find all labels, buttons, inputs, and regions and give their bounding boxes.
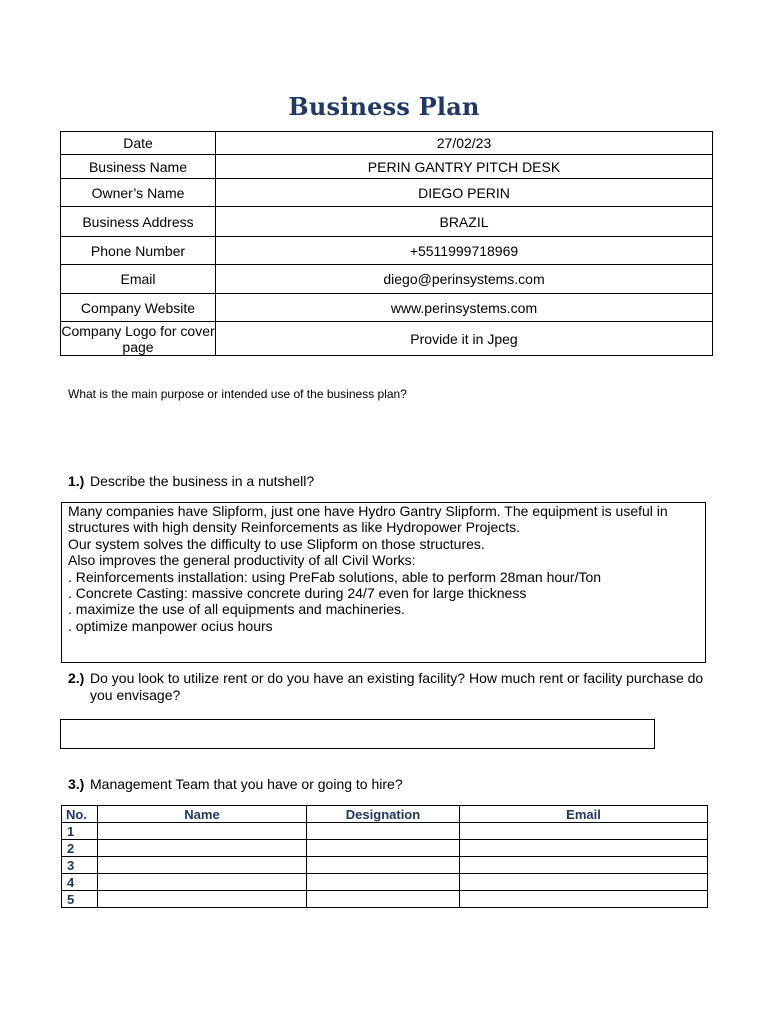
- designation-cell[interactable]: [307, 891, 460, 908]
- table-row: [62, 891, 708, 908]
- info-value[interactable]: BRAZIL: [216, 207, 713, 237]
- answer-line: Our system solves the difficulty to use Slipform on those structures.: [68, 535, 485, 552]
- page-title: Business Plan: [288, 92, 480, 121]
- info-label: Owner’s Name: [61, 179, 216, 207]
- name-cell[interactable]: [98, 891, 307, 908]
- info-label: Phone Number: [61, 237, 216, 265]
- designation-cell[interactable]: [307, 823, 460, 840]
- email-cell[interactable]: [460, 891, 708, 908]
- designation-cell[interactable]: [307, 874, 460, 891]
- table-row: [62, 857, 708, 874]
- table-row: [61, 294, 713, 322]
- info-value[interactable]: 27/02/23: [216, 132, 713, 155]
- question-1: [68, 473, 708, 490]
- question-number: 1.): [68, 473, 85, 489]
- info-label: Date: [61, 132, 216, 155]
- designation-cell[interactable]: [307, 857, 460, 874]
- col-header-no: No.: [62, 806, 98, 823]
- table-header-row: [62, 806, 708, 823]
- answer-2-box[interactable]: [60, 719, 655, 749]
- email-cell[interactable]: [460, 874, 708, 891]
- management-team-table: [61, 805, 708, 908]
- table-row: [61, 265, 713, 294]
- purpose-question: What is the main purpose or intended use of the business plan?: [68, 387, 407, 401]
- answer-line: Many companies have Slipform, just one have Hydro Gantry Slipform. The equipment is useful in: [68, 503, 668, 519]
- name-cell[interactable]: [98, 857, 307, 874]
- info-label: Business Address: [61, 207, 216, 237]
- email-cell[interactable]: [460, 857, 708, 874]
- row-number: 3: [62, 857, 98, 874]
- info-label: Business Name: [61, 155, 216, 179]
- row-number: 5: [62, 891, 98, 908]
- table-row: [62, 823, 708, 840]
- info-label: Email: [61, 265, 216, 294]
- table-row: [61, 237, 713, 265]
- question-text: Do you look to utilize rent or do you have an existing facility? How much rent or facility purchase do you envisage?: [90, 670, 704, 703]
- table-row: [61, 132, 713, 155]
- info-value[interactable]: diego@perinsystems.com: [216, 265, 713, 294]
- table-row: [61, 155, 713, 179]
- col-header-name: Name: [98, 806, 307, 823]
- email-cell[interactable]: [460, 823, 708, 840]
- info-label: Company Website: [61, 294, 216, 322]
- info-value[interactable]: PERIN GANTRY PITCH DESK: [216, 155, 713, 179]
- question-3: [68, 776, 708, 793]
- col-header-email: Email: [460, 806, 708, 823]
- info-value[interactable]: +5511999718969: [216, 237, 713, 265]
- question-number: 3.): [68, 776, 85, 792]
- business-info-table: [60, 131, 713, 356]
- name-cell[interactable]: [98, 874, 307, 891]
- question-number: 2.): [68, 670, 85, 686]
- name-cell[interactable]: [98, 823, 307, 840]
- row-number: 2: [62, 840, 98, 857]
- col-header-designation: Designation: [307, 806, 460, 823]
- name-cell[interactable]: [98, 840, 307, 857]
- info-value[interactable]: DIEGO PERIN: [216, 179, 713, 207]
- table-row: [61, 322, 713, 356]
- row-number: 1: [62, 823, 98, 840]
- designation-cell[interactable]: [307, 840, 460, 857]
- info-label: Company Logo for cover page: [61, 322, 215, 355]
- table-row: [61, 207, 713, 237]
- answer-line: structures with high density Reinforcements as like Hydropower Projects.: [68, 519, 521, 536]
- question-2: [68, 670, 708, 704]
- table-row: [61, 179, 713, 207]
- table-row: [62, 874, 708, 891]
- info-value[interactable]: Provide it in Jpeg: [216, 322, 713, 356]
- answer-1-box[interactable]: [61, 502, 706, 663]
- answer-line: . optimize manpower ocius hours: [68, 617, 273, 634]
- answer-line: . Reinforcements installation: using PreFab solutions, able to perform 28man hour/Ton: [68, 568, 602, 585]
- table-row: [62, 840, 708, 857]
- answer-line: . Concrete Casting: massive concrete during 24/7 even for large thickness: [68, 585, 527, 602]
- row-number: 4: [62, 874, 98, 891]
- question-text: Management Team that you have or going to hire?: [90, 776, 403, 792]
- email-cell[interactable]: [460, 840, 708, 857]
- question-text: Describe the business in a nutshell?: [90, 473, 315, 489]
- info-value[interactable]: www.perinsystems.com: [216, 294, 713, 322]
- answer-line: . maximize the use of all equipments and machineries.: [68, 601, 405, 618]
- answer-line: Also improves the general productivity of all Civil Works:: [68, 552, 416, 569]
